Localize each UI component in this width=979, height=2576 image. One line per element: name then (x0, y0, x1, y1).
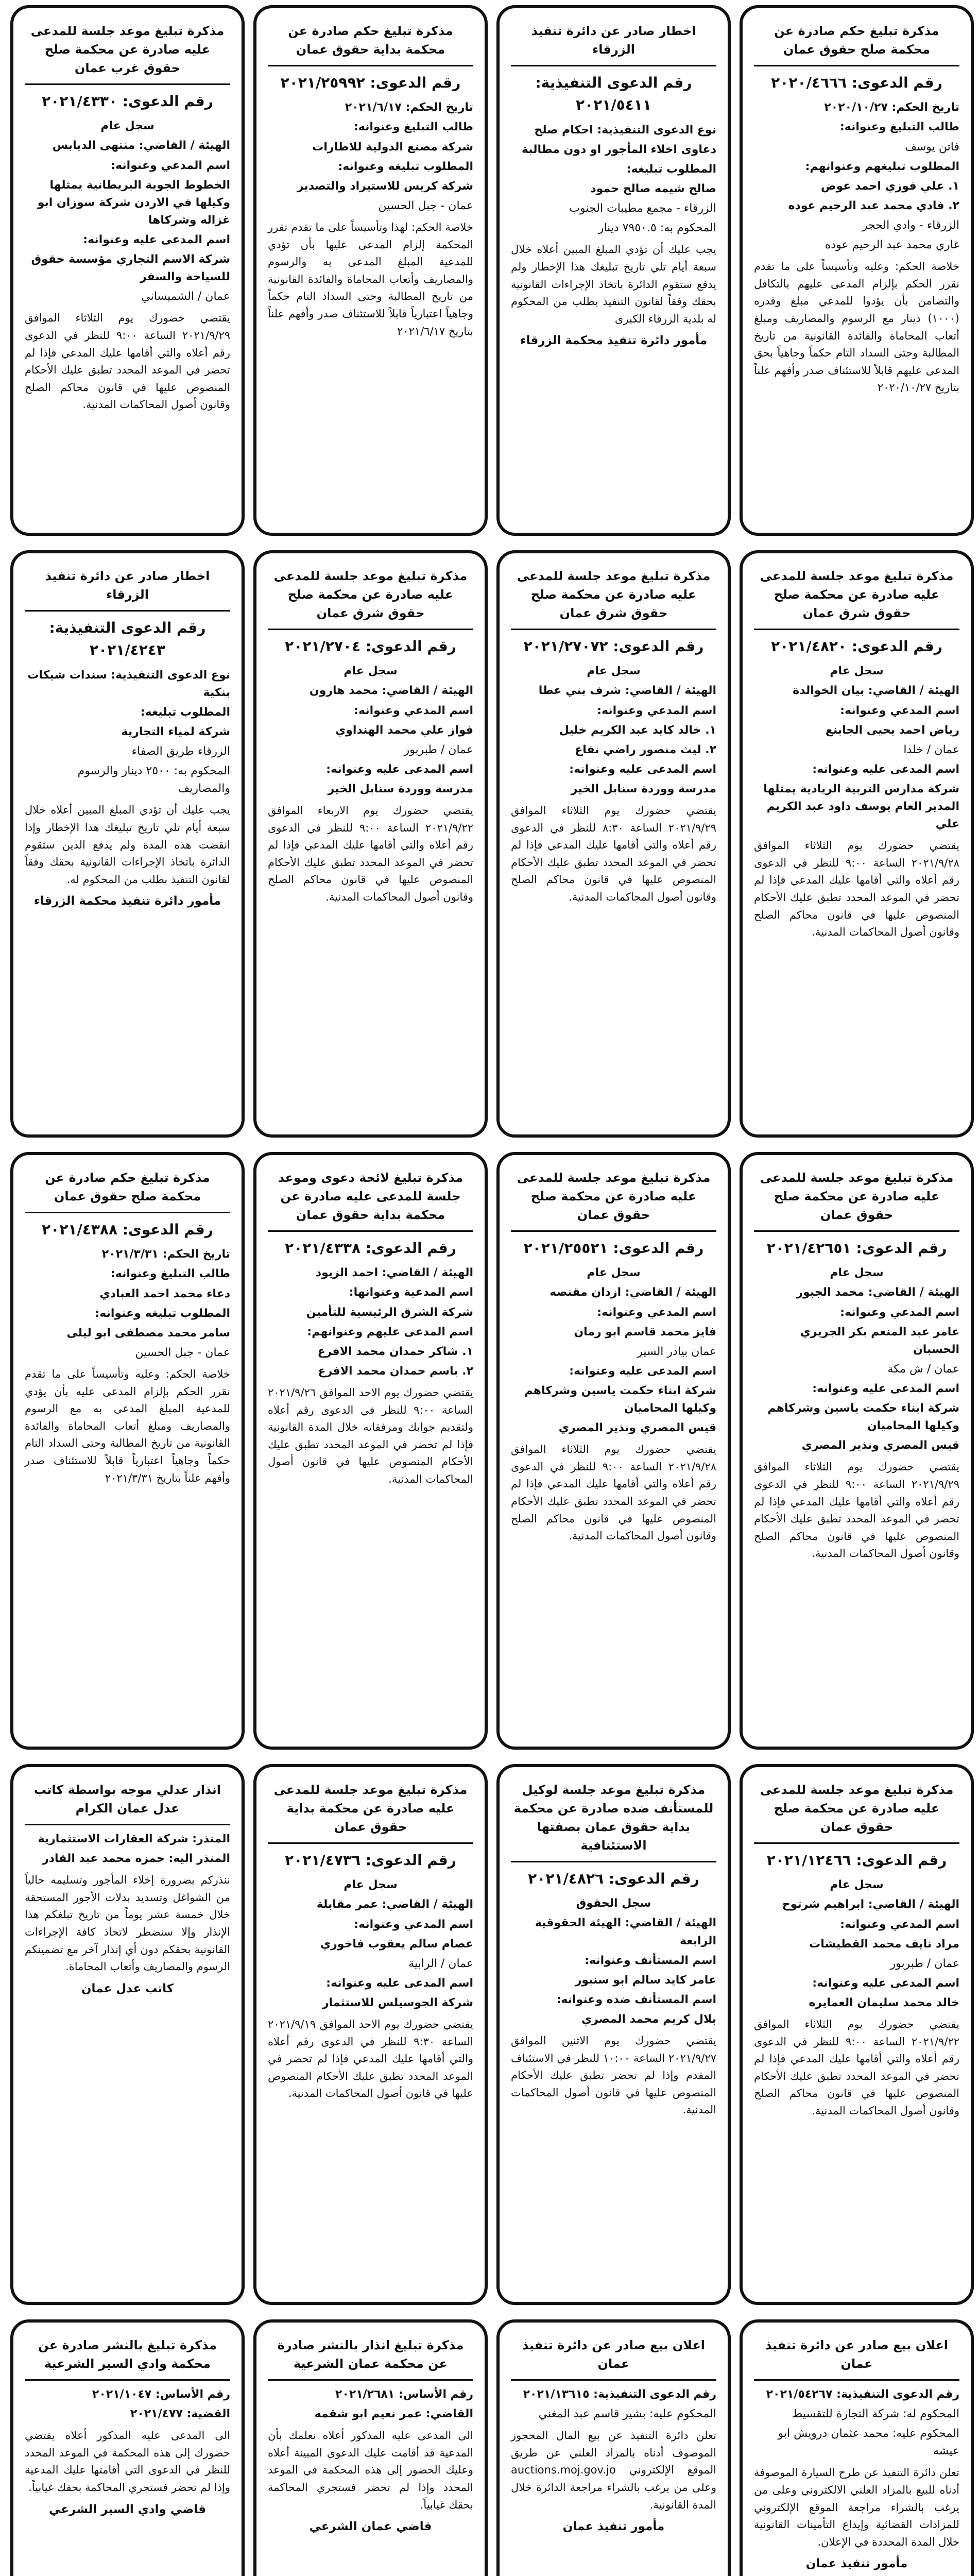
notice-line: عمان بيادر السير (637, 1345, 716, 1358)
notice-line: عمان / الرابية (408, 1957, 473, 1970)
column-3 (253, 5, 488, 2576)
notice-title: اعلان بيع صادر عن دائرة تنفيذ عمان (522, 2338, 706, 2371)
notice-line: بلال كريم محمد المصري (581, 2012, 716, 2026)
notice-card (10, 1152, 245, 1750)
notice-line: اسم المستأنف ضده وعنوانه: (556, 1993, 716, 2006)
notice-line: رقم الدعوى: ٢٠٢١/٤٨٢٦ (528, 1870, 699, 1887)
notice-line: شركة الاسم التجاري مؤسسة حقوق للسياحة والسفر (31, 253, 230, 284)
notice-line: الهيئة / القاضي: ازدان مقنصه (549, 1286, 716, 1299)
notice-line: الهيئة / القاضي: بيان الخوالدة (793, 684, 959, 698)
notice-line: اسم المدعية وعنوانها: (349, 1286, 473, 1299)
notice-line: ٢. فادي محمد عبد الرحيم عوده (788, 199, 959, 212)
notice-line: ٢. باسم حمدان محمد الافرع (318, 1364, 473, 1378)
notice-body: يجب عليك أن تؤدي المبلغ المبين أعلاه خلال سبعة أيام تلي تاريخ تبليغك هذا الإخطار ولم يدفع ستقوم الدائرة باتخاذ الإجراءات القانونية بحقك وفقاً لقانون التنفيذ بطلب من المحكوم له بلدية الزرقاء الكبرى (511, 243, 716, 325)
notice-card (253, 1764, 488, 2305)
notice-line: طالب التبليغ وعنوانه: (110, 1267, 230, 1281)
notice-line: عامر عبد المنعم بكر الجريري الحسبان (800, 1325, 959, 1356)
notice-card (740, 1764, 974, 2305)
notice-line: الهيئة / القاضي: الهيئة الحقوقية الرابعة (535, 1917, 716, 1947)
notice-line: رقم الدعوى: ٢٠٢١/٤٨٢٠ (771, 638, 942, 655)
notice-line: اسم المدعى عليه وعنوانه: (812, 762, 959, 776)
notice-line: ١. شاكر حمدان محمد الافرع (317, 1345, 473, 1358)
divider (754, 2379, 959, 2381)
notice-line: الهيئة / القاضي: احمد الزيود (315, 1266, 473, 1280)
notice-line: تاريخ الحكم: ٢٠٢٠/١٠/٢٧ (824, 101, 959, 114)
notice-line: المنذر: شركة العقارات الاستثمارية (38, 1833, 230, 1845)
notice-title: مذكرة تبليغ انذار بالنشر صادرة عن محكمة عمان الشرعية (277, 2338, 464, 2371)
divider (268, 2379, 473, 2381)
notice-line: رقم الدعوى: ٢٠٢١/١٢٤٦٦ (766, 1852, 947, 1869)
notice-line: اسم المدعي وعنوانه: (597, 1306, 716, 1319)
notice-line: ١. خالد كايد عبد الكريم خليل (559, 723, 716, 737)
notice-line: سجل عام (587, 1266, 641, 1280)
notice-line: رقم الدعوى: ٢٠٢١/٤٢٦٥١ (766, 1240, 947, 1257)
notice-body: خلاصة الحكم: وعليه وتأسيساً على ما تقدم نقرر الحكم بإلزام المدعى عليهم بالتكافل والتضامن بأن يؤدوا للمدعي مبلغ وقدره (١٠٠٠) دينار مع الرسوم والمصاريف ومبلغ أتعاب المحاماة والفائدة القانونية من تاريخ المطالبة وحتى السداد التام حكماً وجاهياً بحق المدعى عليهم قابلاً للاستئناف صدر وأفهم علناً بتاريخ ٢٠٢٠/١٠/٢٧ (754, 260, 959, 394)
column-1 (740, 5, 974, 2576)
notice-line: المحكوم عليه: محمد عثمان درويش ابو عيشه (778, 2427, 959, 2458)
notice-line: عمان / خلدا (903, 743, 959, 756)
notice-title: اخطار صادر عن دائرة تنفيذ الزرقاء (45, 569, 210, 602)
notice-line: فاتن يوسف (905, 140, 959, 154)
notice-line: رقم الدعوى: ٢٠٢١/٢٧٠٧٢ (523, 638, 704, 655)
notice-body: خلاصة الحكم: وعليه وتأسيساً على ما تقدم نقرر الحكم بإلزام المدعى عليه بأن يؤدي للمدعية المبلغ المدعى به مع الرسوم والمصاريف ومبلغ أتعاب المحاماة والفائدة القانونية من تاريخ المطالبة وحتى السداد التام حكماً وجاهياً اعتبارياً قابلاً للاستئناف صدر وأفهم علناً بتاريخ ٢٠٢١/٣/٣١ (25, 1367, 230, 1484)
notice-line: رقم الدعوى: ٢٠٢١/٤٣٨٨ (42, 1221, 213, 1238)
notice-card (253, 550, 488, 1138)
notice-line: فواز علي محمد الهنداوي (335, 723, 473, 737)
notice-card (740, 1152, 974, 1750)
notice-line: الزرقاء - وادي الحجر (862, 218, 959, 232)
notice-line: اسم المدعي وعنوانه: (354, 1918, 473, 1931)
notice-signature: قاضي وادي السير الشرعي (48, 2502, 207, 2516)
notice-line: سجل عام (343, 1878, 398, 1892)
divider (25, 1212, 230, 1213)
notice-line: عصام سالم يعقوب فاخوري (320, 1937, 473, 1951)
notice-line: قيس المصري ونذير المصري (801, 1439, 959, 1452)
divider (511, 65, 716, 66)
notice-line: سجل عام (100, 120, 154, 133)
notice-line: سجل عام (830, 1266, 884, 1280)
notice-body: يقتضي حضورك يوم الثلاثاء الموافق ٢٠٢١/٩/٢٨ الساعة ٩:٠٠ للنظر في الدعوى رقم أعلاه والتي أقامها عليك المدعي فإذا لم تحضر في الموعد المحدد تطبق عليك الأحكام المنصوص عليها في قانون محاكم الصلح وقانون أصول المحاكمات المدنية. (511, 1443, 716, 1543)
notice-title: مذكرة تبليغ حكم صادرة عن محكمة صلح حقوق عمان (45, 1171, 210, 1204)
notice-line: سجل عام (830, 665, 884, 678)
notice-line: شركة لمياء التجارية (121, 725, 230, 739)
notice-line: عمان - جبل الحسين (135, 1346, 230, 1359)
notice-line: الهيئة / القاضي: محمد هارون (309, 684, 473, 698)
notice-line: شركة مصنع الدولية للاطارات (312, 140, 473, 154)
notice-line: رقم الدعوى: ٢٠٢٠/٤٦٦٦ (771, 74, 942, 91)
notice-body: الى المدعى عليه المذكور أعلاه نعلمك بأن المدعية قد أقامت عليك الدعوى المبينة أعلاه وعليك الحضور إلى هذه المحكمة في الموعد المحدد وإذا لم تحضر فستجري المحاكمة بحقك غيابياً. (268, 2429, 473, 2511)
notice-line: رقم الدعوى: ٢٠٢١/٤٧٣٦ (285, 1852, 456, 1869)
notice-title: مذكرة تبليغ موعد جلسة للمدعى عليه صادرة عن محكمة صلح حقوق شرق عمان (273, 569, 468, 620)
notice-card (740, 550, 974, 1138)
notice-line: خالد محمد سليمان العمايره (809, 1996, 959, 2009)
notice-card (740, 2319, 974, 2576)
notice-line: المطلوب تبليغه: (626, 162, 716, 176)
notice-body: يقتضي حضورك يوم الثلاثاء الموافق ٢٠٢١/٩/٢٩ الساعة ٨:٣٠ للنظر في الدعوى رقم أعلاه والتي أقامها عليك المدعي فإذا لم تحضر في الموعد المحدد تطبق عليك الأحكام المنصوص عليها في قانون محاكم الصلح وقانون أصول المحاكمات المدنية. (511, 804, 716, 904)
notice-line: شركة ابناء حكمت ياسين وشركاهم وكيلها المحاميان (767, 1402, 959, 1433)
notice-body: تعلن دائرة التنفيذ عن طرح السيارة الموصوفة أدناه للبيع بالمزاد العلني الالكتروني وعلى من يرغب بالشراء مراجعة الموقع الإلكتروني للمزادات القضائية وإيداع التأمينات القانونية خلال المدة المحددة في الإعلان. (754, 2466, 959, 2548)
notice-signature: كاتب عدل عمان (81, 1981, 174, 1995)
notice-line: المحكوم عليه: بشير قاسم عبد المغني (538, 2408, 716, 2421)
notice-signature: مأمور تنفيذ عمان (562, 2520, 665, 2534)
notice-line: مدرسة ووردة سنابل الخير (571, 782, 716, 795)
divider (511, 2379, 716, 2381)
notice-card (253, 5, 488, 536)
divider (268, 629, 473, 630)
notice-line: سامر محمد مصطفى ابو ليلى (66, 1326, 230, 1340)
notice-body: يقتضي حضورك يوم الثلاثاء الموافق ٢٠٢١/٩/٢٨ الساعة ٩:٠٠ للنظر في الدعوى رقم أعلاه والتي أقامها عليك المدعي فإذا لم تحضر في الموعد المحدد تطبق عليك الأحكام المنصوص عليها في قانون محاكم الصلح وقانون أصول المحاكمات المدنية. (754, 839, 959, 939)
notice-line: عامر كايد سالم ابو سنبور (575, 1973, 716, 1987)
notice-line: طالب التبليغ وعنوانه: (839, 121, 959, 134)
notice-line: رقم الأساس: ٢٠٢١/١٠٤٧ (92, 2388, 230, 2401)
notice-line: الهيئة / القاضي: شرف بني عطا (538, 684, 716, 698)
notice-card (740, 5, 974, 536)
notice-line: اسم المدعى عليه وعنوانه: (812, 1382, 959, 1395)
notice-line: سجل عام (830, 1878, 884, 1892)
notice-line: الخطوط الجوية البريطانية يمثلها وكيلها في الاردن شركة سوزان ابو غزاله وشركاها (37, 178, 230, 227)
notice-line: نوع الدعوى التنفيذية: احكام صلح (534, 123, 716, 137)
notice-line: اسم المدعي وعنوانه: (597, 704, 716, 717)
notice-title: مذكرة تبليغ حكم صادرة عن محكمة صلح حقوق عمان (774, 24, 939, 57)
notice-body: يقتضي حضورك يوم الاحد الموافق ٢٠٢١/٩/١٩ الساعة ٩:٣٠ للنظر في الدعوى رقم أعلاه والتي أقامها عليك المدعي فإذا لم تحضر في الموعد المحدد تطبق عليك الأحكام المنصوص عليها في قانون أصول المحاكمات المدنية. (268, 2018, 473, 2100)
notice-line: غاري محمد عبد الرحيم عوده (825, 239, 959, 252)
divider (754, 1842, 959, 1844)
notice-signature: قاضي عمان الشرعي (309, 2520, 432, 2534)
notice-body: خلاصة الحكم: لهذا وتأسيساً على ما تقدم تقرر المحكمة إلزام المدعى عليها بأن تؤدي للمدعية المبلغ المدعى به والرسوم والمصاريف وأتعاب المحاماة والفائدة القانونية من تاريخ المطالبة وحتى السداد التام حكماً وجاهياً اعتبارياً قابلاً للاستئناف صدر وأفهم علناً بتاريخ ٢٠٢١/٦/١٧ (268, 221, 473, 337)
notice-line: عمان - جبل الحسين (378, 199, 473, 212)
notice-signature: مأمور دائرة تنفيذ محكمة الزرقاء (33, 894, 221, 908)
notice-line: عمان / الشميساني (141, 290, 230, 303)
notice-line: ١. علي فوزي احمد عوض (821, 179, 959, 193)
notice-line: نوع الدعوى التنفيذية: سندات شيكات بنكية (27, 668, 230, 699)
notice-line: دعاوى اخلاء المأجور او دون مطالبة (521, 143, 716, 156)
notice-line: تاريخ الحكم: ٢٠٢١/٣/٣١ (101, 1248, 230, 1261)
notice-signature: مأمور دائرة تنفيذ محكمة الزرقاء (520, 334, 708, 348)
notice-body: يقتضي حضورك يوم الاحد الموافق ٢٠٢١/٩/٢٦ الساعة ٩:٠٠ للنظر في الدعوى رقم أعلاه ولتقديم جوابك ومرفقاته خلال المدة القانونية فإذا لم تحضر في الموعد المحدد تطبق عليك الأحكام المنصوص عليها في قانون أصول المحاكمات المدنية. (268, 1386, 473, 1485)
notice-title: مذكرة تبليغ موعد جلسة للمدعى عليه صادرة عن محكمة صلح حقوق عمان (517, 1171, 711, 1222)
notice-line: اسم المدعي وعنوانه: (840, 1306, 959, 1319)
notice-line: اسم المدعى عليه وعنوانه: (326, 1976, 473, 1990)
notice-line: رقم الدعوى التنفيذية: ٢٠٢١/٤٢٤٣ (49, 619, 206, 659)
notice-body: يجب عليك أن تؤدي المبلغ المبين أعلاه خلال سبعة أيام تلي تاريخ تبليغك هذا الإخطار وإذا انقضت هذه المدة ولم يدفع الدين ستقوم الدائرة باتخاذ الإجراءات القانونية بحقك وفقاً لقانون التنفيذ بطلب من المحكوم له. (25, 804, 230, 886)
notice-line: اسم المدعي وعنوانه: (840, 1918, 959, 1931)
notice-title: مذكرة تبليغ حكم صادرة عن محكمة بداية حقوق عمان (288, 24, 453, 57)
notice-line: سجل عام (587, 665, 641, 678)
notice-signature: مأمور تنفيذ عمان (805, 2557, 908, 2571)
notice-line: رقم الدعوى: ٢٠٢١/٢٥٩٩٢ (280, 74, 461, 91)
notice-card (253, 2319, 488, 2576)
notice-title: مذكرة تبليغ موعد جلسة للمدعى عليه صادرة عن محكمة صلح حقوق شرق عمان (760, 569, 954, 620)
notice-line: اسم المدعى عليه وعنوانه: (812, 1976, 959, 1990)
divider (754, 629, 959, 630)
divider (511, 1861, 716, 1862)
divider (25, 83, 230, 85)
notice-line: المطلوب تبليغهم وعنوانهم: (805, 160, 959, 173)
notice-title: مذكرة تبليغ موعد جلسة للمدعى عليه صادرة عن محكمة صلح حقوق عمان (760, 1783, 954, 1834)
notice-line: رقم الدعوى: ٢٠٢١/٤٣٣٨ (285, 1240, 456, 1257)
notice-line: رقم الدعوى التنفيذية: ٢٠٢١/٥٤٢٦٧ (766, 2388, 959, 2401)
notice-card (10, 1764, 245, 2305)
notice-line: المطلوب تبليغه: (140, 705, 230, 719)
notice-line: اسم المدعى عليه وعنوانه: (83, 233, 230, 246)
notice-line: شركة كريس للاستيراد والتصدير (297, 179, 473, 193)
notice-line: المحكوم به: ٢٥٠٠ دينار والرسوم والمصاريف (77, 765, 230, 795)
notice-line: الهيئة / القاضي: عمر مقابلة (316, 1898, 473, 1911)
notice-card (496, 1764, 731, 2305)
notice-title: انذار عدلي موجه بواسطة كاتب عدل عمان الكرام (33, 1783, 221, 1816)
notice-line: طالب التبليغ وعنوانه: (353, 121, 473, 134)
notice-body: يقتضي حضورك يوم الثلاثاء الموافق ٢٠٢١/٩/٢٩ الساعة ٩:٠٠ للنظر في الدعوى رقم أعلاه والتي أقامها عليك المدعي فإذا لم تحضر في الموعد المحدد تطبق عليك الأحكام المنصوص عليها في قانون محاكم الصلح وقانون أصول المحاكمات المدنية. (25, 312, 230, 411)
notice-card (10, 2319, 245, 2576)
notice-body: يقتضي حضورك يوم الثلاثاء الموافق ٢٠٢١/٩/٢٩ الساعة ٩:٠٠ للنظر في الدعوى رقم أعلاه والتي أقامها عليك المدعي فإذا لم تحضر في الموعد المحدد تطبق عليك الأحكام المنصوص عليها في قانون محاكم الصلح وقانون أصول المحاكمات المدنية. (754, 1461, 959, 1560)
notice-line: فايز محمد قاسم ابو رمان (574, 1325, 716, 1338)
notice-line: رقم الدعوى: ٢٠٢١/٤٣٣٠ (42, 93, 213, 110)
notice-line: المحكوم له: شركة التجارة للتقسيط (792, 2408, 959, 2421)
notice-line: عمان / ش مكة (887, 1362, 959, 1376)
notice-title: مذكرة تبليغ موعد جلسة للمدعى عليه صادرة عن محكمة صلح حقوق شرق عمان (517, 569, 711, 620)
notice-title: مذكرة تبليغ موعد جلسة للمدعى عليه صادرة عن محكمة صلح حقوق غرب عمان (30, 24, 225, 75)
notice-line: الزرقاء طريق الصفاء (131, 745, 230, 758)
notice-line: عمان / طبربور (890, 1957, 959, 1970)
notice-line: شركة ابناء حكمت ياسين وشركاهم وكيلها المحاميان (524, 1384, 716, 1415)
notice-line: رياض احمد يحيى الجابنع (825, 723, 959, 737)
notice-line: الزرقاء - مجمع مطيبات الجنوب (569, 202, 716, 215)
notice-title: مذكرة تبليغ موعد جلسة للمدعى عليه صادرة عن محكمة بداية حقوق عمان (273, 1783, 468, 1834)
divider (268, 1230, 473, 1232)
notice-card (253, 1152, 488, 1750)
notice-line: سجل الحقوق (576, 1897, 651, 1910)
notice-title: اخطار صادر عن دائرة تنفيذ الزرقاء (531, 24, 696, 57)
notice-card (10, 550, 245, 1138)
divider (511, 1230, 716, 1232)
notice-title: مذكرة تبليغ موعد جلسة للمدعى عليه صادرة عن محكمة صلح حقوق عمان (760, 1171, 954, 1222)
divider (25, 1824, 230, 1825)
notice-card (10, 5, 245, 536)
notice-line: المطلوب تبليغه وعنوانه: (338, 160, 473, 173)
notice-title: مذكرة تبليغ موعد جلسة لوكيل للمستأنف ضده صادرة عن محكمة بداية حقوق عمان بصفتها الاستئنافية (513, 1783, 714, 1853)
notice-body: يقتضي حضورك يوم الاثنين الموافق ٢٠٢١/٩/٢٧ الساعة ١٠:٠٠ للنظر في الاستئناف المقدم وإذا لم تحضر تطبق عليك الأحكام المنصوص عليها في قانون أصول المحاكمات المدنية. (511, 2035, 716, 2116)
divider (754, 65, 959, 66)
notice-line: المنذر اليه: حمزه محمد عبد القادر (42, 1852, 230, 1866)
notice-line: تاريخ الحكم: ٢٠٢١/٦/١٧ (345, 101, 473, 114)
notice-line: القاضي: عمر نعيم ابو شقمه (314, 2408, 473, 2421)
divider (268, 65, 473, 66)
notice-title: اعلان بيع صادر عن دائرة تنفيذ عمان (765, 2338, 949, 2371)
notice-line: مراد نايف محمد القطيشات (809, 1937, 959, 1951)
notice-line: عمان / طبربور (404, 743, 473, 756)
notice-line: شركة الشرق الرئيسية للتأمين (306, 1306, 473, 1319)
notice-line: الهيئة / القاضي: محمد الجبور (796, 1286, 959, 1299)
notice-title: مذكرة تبليغ بالنشر صادرة عن محكمة وادي السير الشرعية (38, 2338, 217, 2371)
notice-line: القضية: ٢٠٢١/٤٧٧ (130, 2408, 230, 2421)
column-2 (496, 5, 731, 2576)
notice-body: ننذركم بضرورة إخلاء المأجور وتسليمه خالياً من الشواغل وتسديد بدلات الأجور المستحقة خلال خمسة عشر يوماً من تاريخ تبلغكم هذا الإنذار وإلا سنضطر لاتخاذ كافة الإجراءات القانونية بحقكم دون أي إنذار آخر مع تضمينكم الرسوم والمصاريف وأتعاب المحاماة. (25, 1874, 230, 1973)
notice-line: اسم المدعى عليهم وعنوانهم: (307, 1325, 473, 1338)
notice-line: رقم الدعوى التنفيذية: ٢٠٢١/٥٤١١ (535, 74, 692, 114)
notice-body: يقتضي حضورك يوم الثلاثاء الموافق ٢٠٢١/٩/٢٢ الساعة ٩:٠٠ للنظر في الدعوى رقم أعلاه والتي أقامها عليك المدعي فإذا لم تحضر في الموعد المحدد تطبق عليك الأحكام المنصوص عليها في قانون محاكم الصلح وقانون أصول المحاكمات المدنية. (754, 2018, 959, 2117)
notice-line: اسم المدعي وعنوانه: (354, 704, 473, 717)
notice-line: المطلوب تبليغه وعنوانه: (95, 1307, 230, 1320)
notice-line: اسم المدعى عليه وعنوانه: (569, 1364, 716, 1378)
divider (25, 2379, 230, 2381)
notice-title: مذكرة تبليغ لائحة دعوى وموعد جلسة للمدعى عليه صادرة عن محكمة بداية حقوق عمان (278, 1171, 463, 1222)
notice-body: تعلن دائرة التنفيذ عن بيع المال المحجوز الموصوف أدناه بالمزاد العلني عن طريق الموقع الإلكتروني auctions.moj.gov.jo وعلى من يرغب بالشراء مراجعة الدائرة خلال المدة القانونية. (511, 2429, 716, 2511)
notice-line: اسم المدعي وعنوانه: (840, 704, 959, 717)
notice-line: اسم المدعي وعنوانه: (111, 159, 230, 172)
notice-line: ٢. ليث منصور راضي نفاع (575, 743, 716, 756)
notice-line: قيس المصري ونذير المصري (558, 1421, 716, 1435)
notice-line: الهيئة / القاضي: منتهى الديابس (52, 139, 230, 152)
column-4 (10, 5, 245, 2576)
notice-line: صالح شيمه صالح حمود (590, 182, 716, 196)
notice-line: رقم الدعوى: ٢٠٢١/٢٧٠٤ (285, 638, 456, 655)
notice-card (496, 550, 731, 1138)
notice-line: سجل عام (343, 665, 398, 678)
notice-line: شركة الجوسيلس للاستثمار (322, 1996, 473, 2009)
notice-card (496, 5, 731, 536)
notice-line: رقم الأساس: ٢٠٢١/٢٦٨١ (335, 2388, 473, 2401)
notice-line: مدرسة ووردة سنابل الخير (328, 782, 473, 795)
notice-card (496, 1152, 731, 1750)
divider (25, 610, 230, 612)
notice-line: اسم المستأنف وعنوانه: (585, 1954, 716, 1967)
notice-body: الى المدعى عليه المذكور أعلاه يقتضي حضورك إلى هذه المحكمة في الموعد المحدد للنظر في الدعوى التي أقامتها عليك المدعية وإذا لم تحضر فستجري المحاكمة بحقك غيابياً. (25, 2429, 230, 2494)
notice-line: الهيئة / القاضي: ابراهيم شرتوح (782, 1898, 959, 1911)
notice-line: رقم الدعوى التنفيذية: ٢٠٢١/١٣٦١٥ (523, 2388, 716, 2401)
notice-line: شركة مدارس التربية الريادية يمثلها المدير العام يوسف داود عبد الكريم علي (763, 782, 959, 831)
notice-line: اسم المدعى عليه وعنوانه: (326, 762, 473, 776)
notice-line: دعاء محمد احمد العبادي (99, 1287, 230, 1300)
notice-card (496, 2319, 731, 2576)
divider (268, 1842, 473, 1844)
notice-line: اسم المدعى عليه وعنوانه: (569, 762, 716, 776)
notice-line: رقم الدعوى: ٢٠٢١/٢٥٥٢١ (523, 1240, 704, 1257)
notice-body: يقتضي حضورك يوم الاربعاء الموافق ٢٠٢١/٩/٢٢ الساعة ٩:٠٠ للنظر في الدعوى رقم أعلاه والتي أقامها عليك المدعي فإذا لم تحضر في الموعد المحدد تطبق عليك الأحكام المنصوص عليها في قانون محاكم الصلح وقانون أصول المحاكمات المدنية. (268, 804, 473, 904)
notice-line: المحكوم به: ٧٩٥٠.٥ دينار (598, 222, 716, 235)
divider (754, 1230, 959, 1232)
divider (511, 629, 716, 630)
